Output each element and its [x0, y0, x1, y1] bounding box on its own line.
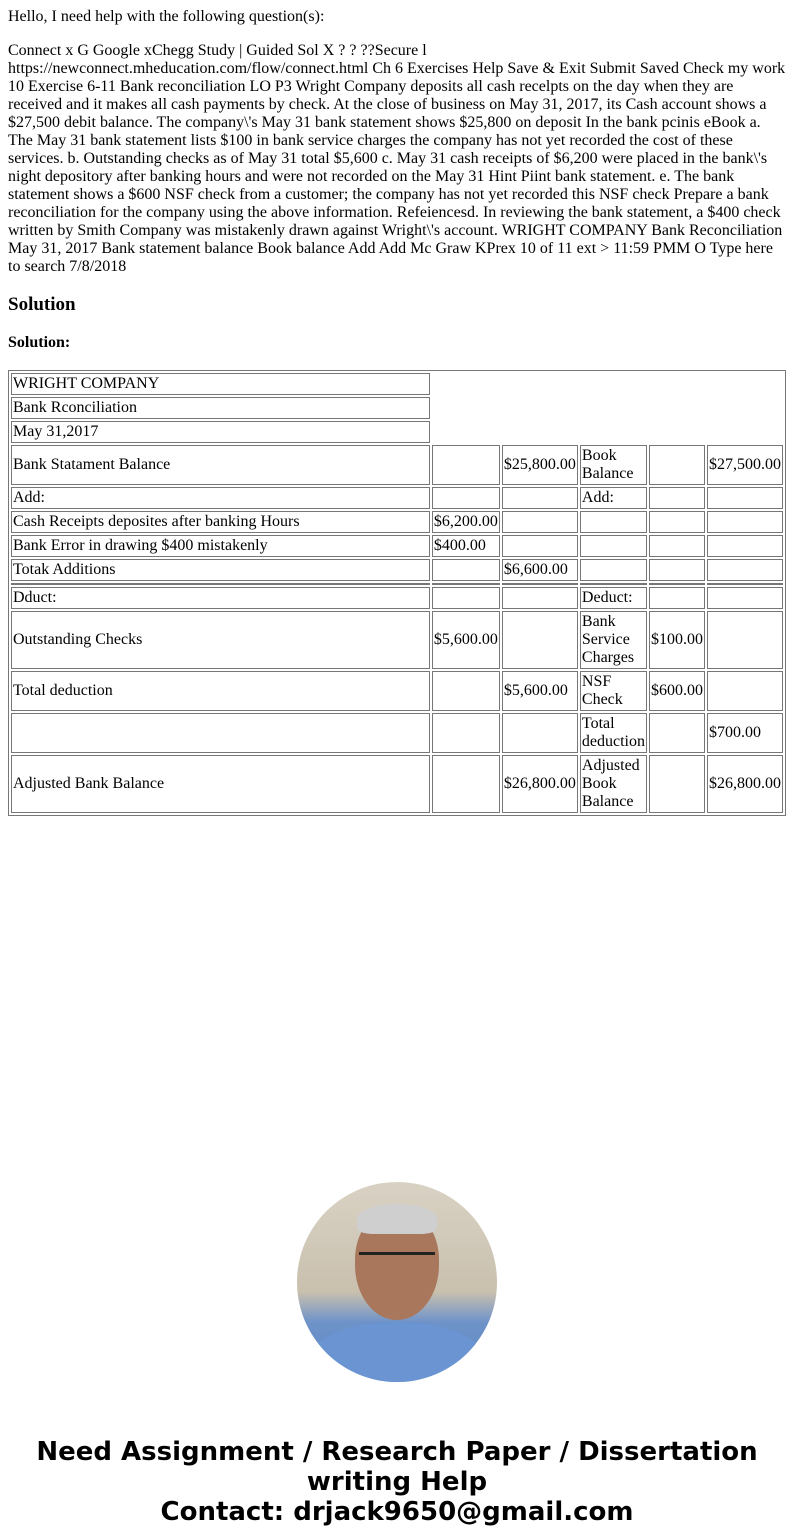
table-cell	[432, 445, 500, 485]
intro-text: Hello, I need help with the following question(s):	[8, 8, 325, 25]
table-cell	[649, 511, 705, 533]
solution-heading: Solution	[8, 294, 76, 315]
table-cell: $100.00	[649, 611, 705, 669]
table-row	[11, 611, 783, 669]
table-cell	[580, 583, 647, 585]
table-cell: Cash Receipts deposites after banking Hours	[11, 511, 430, 533]
table-cell	[502, 511, 578, 533]
table-title-cell: Bank Rconciliation	[11, 397, 430, 419]
table-cell: Adjusted Bank Balance	[11, 755, 430, 813]
table-header-row	[11, 397, 783, 419]
table-cell: $27,500.00	[707, 445, 783, 485]
table-cell	[707, 611, 783, 669]
table-cell	[432, 583, 500, 585]
table-cell	[11, 583, 430, 585]
table-cell	[432, 487, 500, 509]
question-text: Connect x G Google xChegg Study | Guided Sol X ? ? ??Secure l https://newconnect.mheducation.com/flow/connect.html Ch 6 Exercises Help Save & Exit Submit Saved Check my work 10 Exercise 6-11 Bank reconciliation LO P3 Wright Company deposits all cash recelpts on the day when they are received and it makes all cash payments by check. At the close of business on May 31, 2017, its Cash account shows a $27,500 debit balance. The company\'s May 31 bank statement shows $25,800 on deposit In the bank pcinis eBook a. The May 31 bank statement lists $100 in bank service charges the company has not yet recorded the cost of these services. b. Outstanding checks as of May 31 total $5,600 c. May 31 cash receipts of $6,200 were placed in the bank\'s night depository after banking hours and were not recorded on the May 31 Hint Piint bank statement. e. The bank statement shows a $600 NSF check from a customer; the company has not yet recorded this NSF check Prepare a bank reconciliation for the company using the above information. Refeiencesd. In reviewing the bank statement, a $400 check written by Smith Company was mistakenly drawn against Wright\'s account. WRIGHT COMPANY Bank Reconciliation May 31, 2017 Bank statement balance Book balance Add Add Mc Graw KPrex 10 of 11 ext > 11:59 PMM O Type here to search 7/8/2018	[8, 42, 786, 275]
avatar-glasses	[359, 1252, 435, 1273]
table-row	[11, 671, 783, 711]
table-cell: $26,800.00	[707, 755, 783, 813]
table-row	[11, 535, 783, 557]
table-cell: NSF Check	[580, 671, 647, 711]
table-cell	[707, 671, 783, 711]
table-cell: Deduct:	[580, 587, 647, 609]
table-cell: $700.00	[707, 713, 783, 753]
table-cell	[649, 487, 705, 509]
table-cell	[580, 559, 647, 581]
footer-promo: Need Assignment / Research Paper / Dissertation writing Help	[36, 1437, 758, 1497]
table-cell: Outstanding Checks	[11, 611, 430, 669]
avatar-shirt	[307, 1322, 487, 1382]
table-title-cell: May 31,2017	[11, 421, 430, 443]
table-cell: $5,600.00	[432, 611, 500, 669]
author-avatar	[297, 1182, 497, 1382]
table-cell: Add:	[11, 487, 430, 509]
table-cell: $25,800.00	[502, 445, 578, 485]
table-cell	[707, 535, 783, 557]
table-row	[11, 511, 783, 533]
table-header-row	[11, 421, 783, 443]
table-row	[11, 713, 783, 753]
table-cell: $6,600.00	[502, 559, 578, 581]
table-cell	[432, 755, 500, 813]
table-cell	[502, 611, 578, 669]
table-cell	[649, 559, 705, 581]
table-cell	[502, 713, 578, 753]
table-cell: $600.00	[649, 671, 705, 711]
table-cell: Add:	[580, 487, 647, 509]
table-cell	[432, 587, 500, 609]
bank-reconciliation-table	[8, 370, 786, 816]
table-row	[11, 487, 783, 509]
table-cell: $6,200.00	[432, 511, 500, 533]
table-row	[11, 559, 783, 581]
table-cell	[580, 535, 647, 557]
table-cell: Bank Service Charges	[580, 611, 647, 669]
table-title-cell: WRIGHT COMPANY	[11, 373, 430, 395]
table-cell	[649, 445, 705, 485]
table-cell	[649, 713, 705, 753]
table-cell	[649, 587, 705, 609]
table-cell: Bank Statament Balance	[11, 445, 430, 485]
solution-label: Solution:	[8, 334, 71, 351]
table-cell	[432, 713, 500, 753]
table-cell	[11, 713, 430, 753]
table-cell	[649, 535, 705, 557]
table-row	[11, 583, 783, 585]
table-row	[11, 445, 783, 485]
table-cell: $26,800.00	[502, 755, 578, 813]
table-cell: Adjusted Book Balance	[580, 755, 647, 813]
footer-contact: Contact: drjack9650@gmail.com	[160, 1497, 634, 1527]
table-cell: Bank Error in drawing $400 mistakenly	[11, 535, 430, 557]
table-cell	[649, 583, 705, 585]
table-cell	[432, 671, 500, 711]
table-cell: Total deduction	[580, 713, 647, 753]
table-row	[11, 587, 783, 609]
table-cell	[707, 487, 783, 509]
table-cell: $5,600.00	[502, 671, 578, 711]
table-cell	[707, 559, 783, 581]
table-cell: Totak Additions	[11, 559, 430, 581]
table-cell	[502, 587, 578, 609]
contact-footer	[8, 1437, 786, 1527]
table-row	[11, 755, 783, 813]
table-cell	[707, 587, 783, 609]
table-cell	[707, 583, 783, 585]
table-cell: Dduct:	[11, 587, 430, 609]
avatar-hair	[357, 1204, 437, 1234]
table-cell	[502, 535, 578, 557]
table-cell	[502, 583, 578, 585]
table-cell: Book Balance	[580, 445, 647, 485]
table-cell	[502, 487, 578, 509]
table-header-row	[11, 373, 783, 395]
table-cell	[707, 511, 783, 533]
table-cell	[580, 511, 647, 533]
table-cell	[432, 559, 500, 581]
table-cell	[649, 755, 705, 813]
table-cell: $400.00	[432, 535, 500, 557]
table-cell: Total deduction	[11, 671, 430, 711]
